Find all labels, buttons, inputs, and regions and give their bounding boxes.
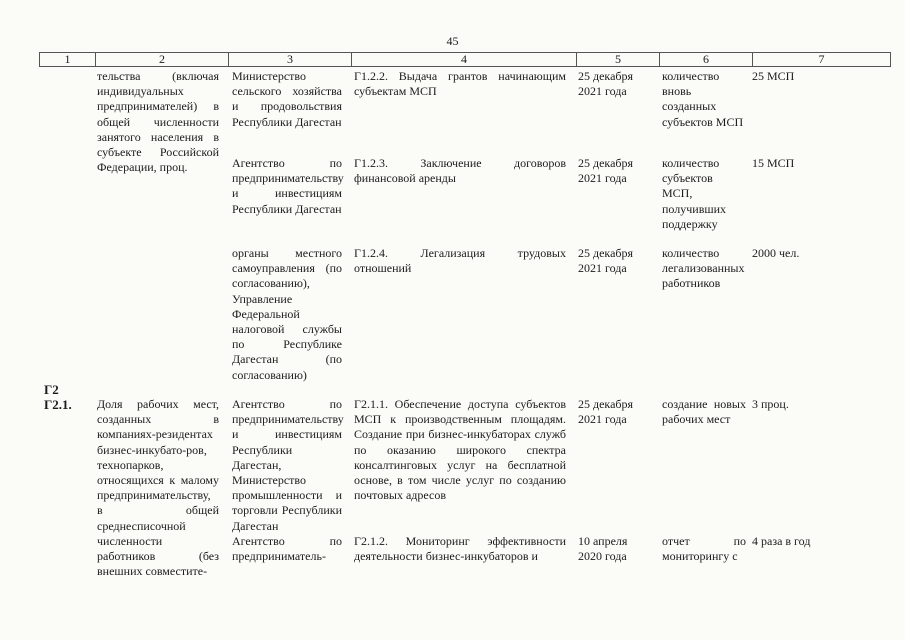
result-text: количество субъектов МСП, получивших поддержку [662,156,727,231]
responsible-text: Агентство по предпринимательству и инвестициям Республики Дагестан, Министерство промышленности и торговли Республики Дагестан [232,397,344,533]
responsible-text: Агентство по предприниматель- [232,534,342,564]
col-header-1: 1 [40,53,96,67]
col-header-6: 6 [660,53,753,67]
responsible-text: Министерство сельского хозяйства и продовольствия Республики Дагестан [232,69,342,129]
col-header-5: 5 [577,53,660,67]
value-text: 2000 чел. [752,246,800,260]
measure-text: Г1.2.4. Легализация трудовых отношений [354,246,566,276]
deadline-text: 25 декабря 2021 года [578,156,634,186]
section-label: Г2 [44,382,59,397]
indicator-text: Доля рабочих мест, созданных в компаниях-резидентах бизнес-инкубато-ров, технопарков, относящихся к малому предпринимательству, в общей среднесписочной численности работников (без внешних совместите- [97,397,219,579]
deadline-text: 10 апреля 2020 года [578,534,628,564]
measure-text: Г1.2.3. Заключение договоров финансовой аренды [354,156,566,186]
responsible-text: органы местного самоуправления (по согласованию), Управление Федеральной налоговой службы по Республике Дагестан (по согласованию) [232,246,342,382]
result-text: количество легализованных работников [662,246,745,291]
value-text: 15 МСП [752,156,795,170]
result-text: создание новых рабочих мест [662,397,746,427]
section-id: Г2.1. [44,397,72,412]
col-header-7: 7 [753,53,891,67]
page-number: 45 [446,34,459,48]
value-text: 4 раза в год [752,534,811,548]
deadline-text: 25 декабря 2021 года [578,69,634,99]
result-text: отчет по мониторингу с [662,534,746,564]
col-header-2: 2 [96,53,229,67]
value-text: 3 проц. [752,397,789,411]
deadline-text: 25 декабря 2021 года [578,397,634,427]
col-header-3: 3 [229,53,352,67]
value-text: 25 МСП [752,69,795,83]
measure-text: Г2.1.1. Обеспечение доступа субъектов МСП к производственным площадям. Создание при бизнес-инкубаторах служб по оказанию широкого спектра консалтинговых услуг на бесплатной основе, в том числе услуг по созданию почтовых адресов [354,397,566,503]
measure-text: Г2.1.2. Мониторинг эффективности деятельности бизнес-инкубаторов и [354,534,566,564]
column-header-row [39,52,891,67]
indicator-text: тельства (включая индивидуальных предпринимателей) в общей численности занятого населения в субъекте Российской Федерации, проц. [97,69,219,175]
deadline-text: 25 декабря 2021 года [578,246,634,276]
measure-text: Г1.2.2. Выдача грантов начинающим субъектам МСП [354,69,566,99]
col-header-4: 4 [352,53,577,67]
result-text: количество вновь созданных субъектов МСП [662,69,744,129]
responsible-text: Агентство по предпринимательству и инвестициям Республики Дагестан [232,156,344,216]
